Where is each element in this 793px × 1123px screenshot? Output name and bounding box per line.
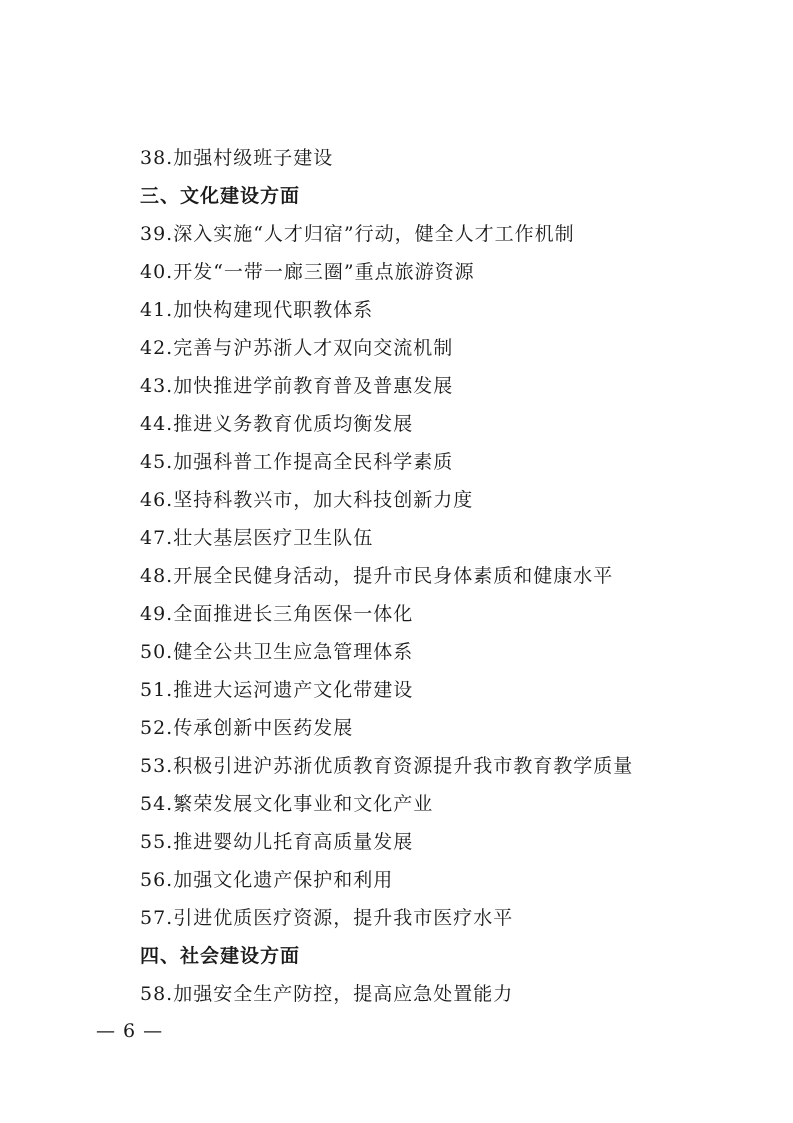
- list-item-57: 57.引进优质医疗资源，提升我市医疗水平: [140, 907, 514, 929]
- list-item-56: 56.加强文化遗产保护和利用: [140, 869, 394, 891]
- section-heading-society: 四、社会建设方面: [140, 945, 301, 967]
- section-heading-culture: 三、文化建设方面: [140, 185, 301, 207]
- page-number: — 6 —: [96, 1020, 164, 1042]
- list-item-50: 50.健全公共卫生应急管理体系: [140, 641, 414, 663]
- list-item-48: 48.开展全民健身活动，提升市民身体素质和健康水平: [140, 565, 614, 587]
- list-item-52: 52.传承创新中医药发展: [140, 717, 354, 739]
- list-item-55: 55.推进婴幼儿托育高质量发展: [140, 831, 414, 853]
- list-item-45: 45.加强科普工作提高全民科学素质: [140, 451, 454, 473]
- list-item-54: 54.繁荣发展文化事业和文化产业: [140, 793, 434, 815]
- list-item-41: 41.加快构建现代职教体系: [140, 299, 374, 321]
- list-item-51: 51.推进大运河遗产文化带建设: [140, 679, 414, 701]
- list-item-39: 39.深入实施“人才归宿”行动，健全人才工作机制: [140, 223, 575, 245]
- list-item-44: 44.推进义务教育优质均衡发展: [140, 413, 414, 435]
- list-item-42: 42.完善与沪苏浙人才双向交流机制: [140, 337, 454, 359]
- list-item-53: 53.积极引进沪苏浙优质教育资源提升我市教育教学质量: [140, 755, 634, 777]
- list-item-38: 38.加强村级班子建设: [140, 147, 334, 169]
- list-item-49: 49.全面推进长三角医保一体化: [140, 603, 414, 625]
- list-item-40: 40.开发“一带一廊三圈”重点旅游资源: [140, 261, 475, 283]
- list-item-58: 58.加强安全生产防控，提高应急处置能力: [140, 983, 514, 1005]
- list-item-47: 47.壮大基层医疗卫生队伍: [140, 527, 374, 549]
- list-item-43: 43.加快推进学前教育普及普惠发展: [140, 375, 454, 397]
- list-item-46: 46.坚持科教兴市，加大科技创新力度: [140, 489, 474, 511]
